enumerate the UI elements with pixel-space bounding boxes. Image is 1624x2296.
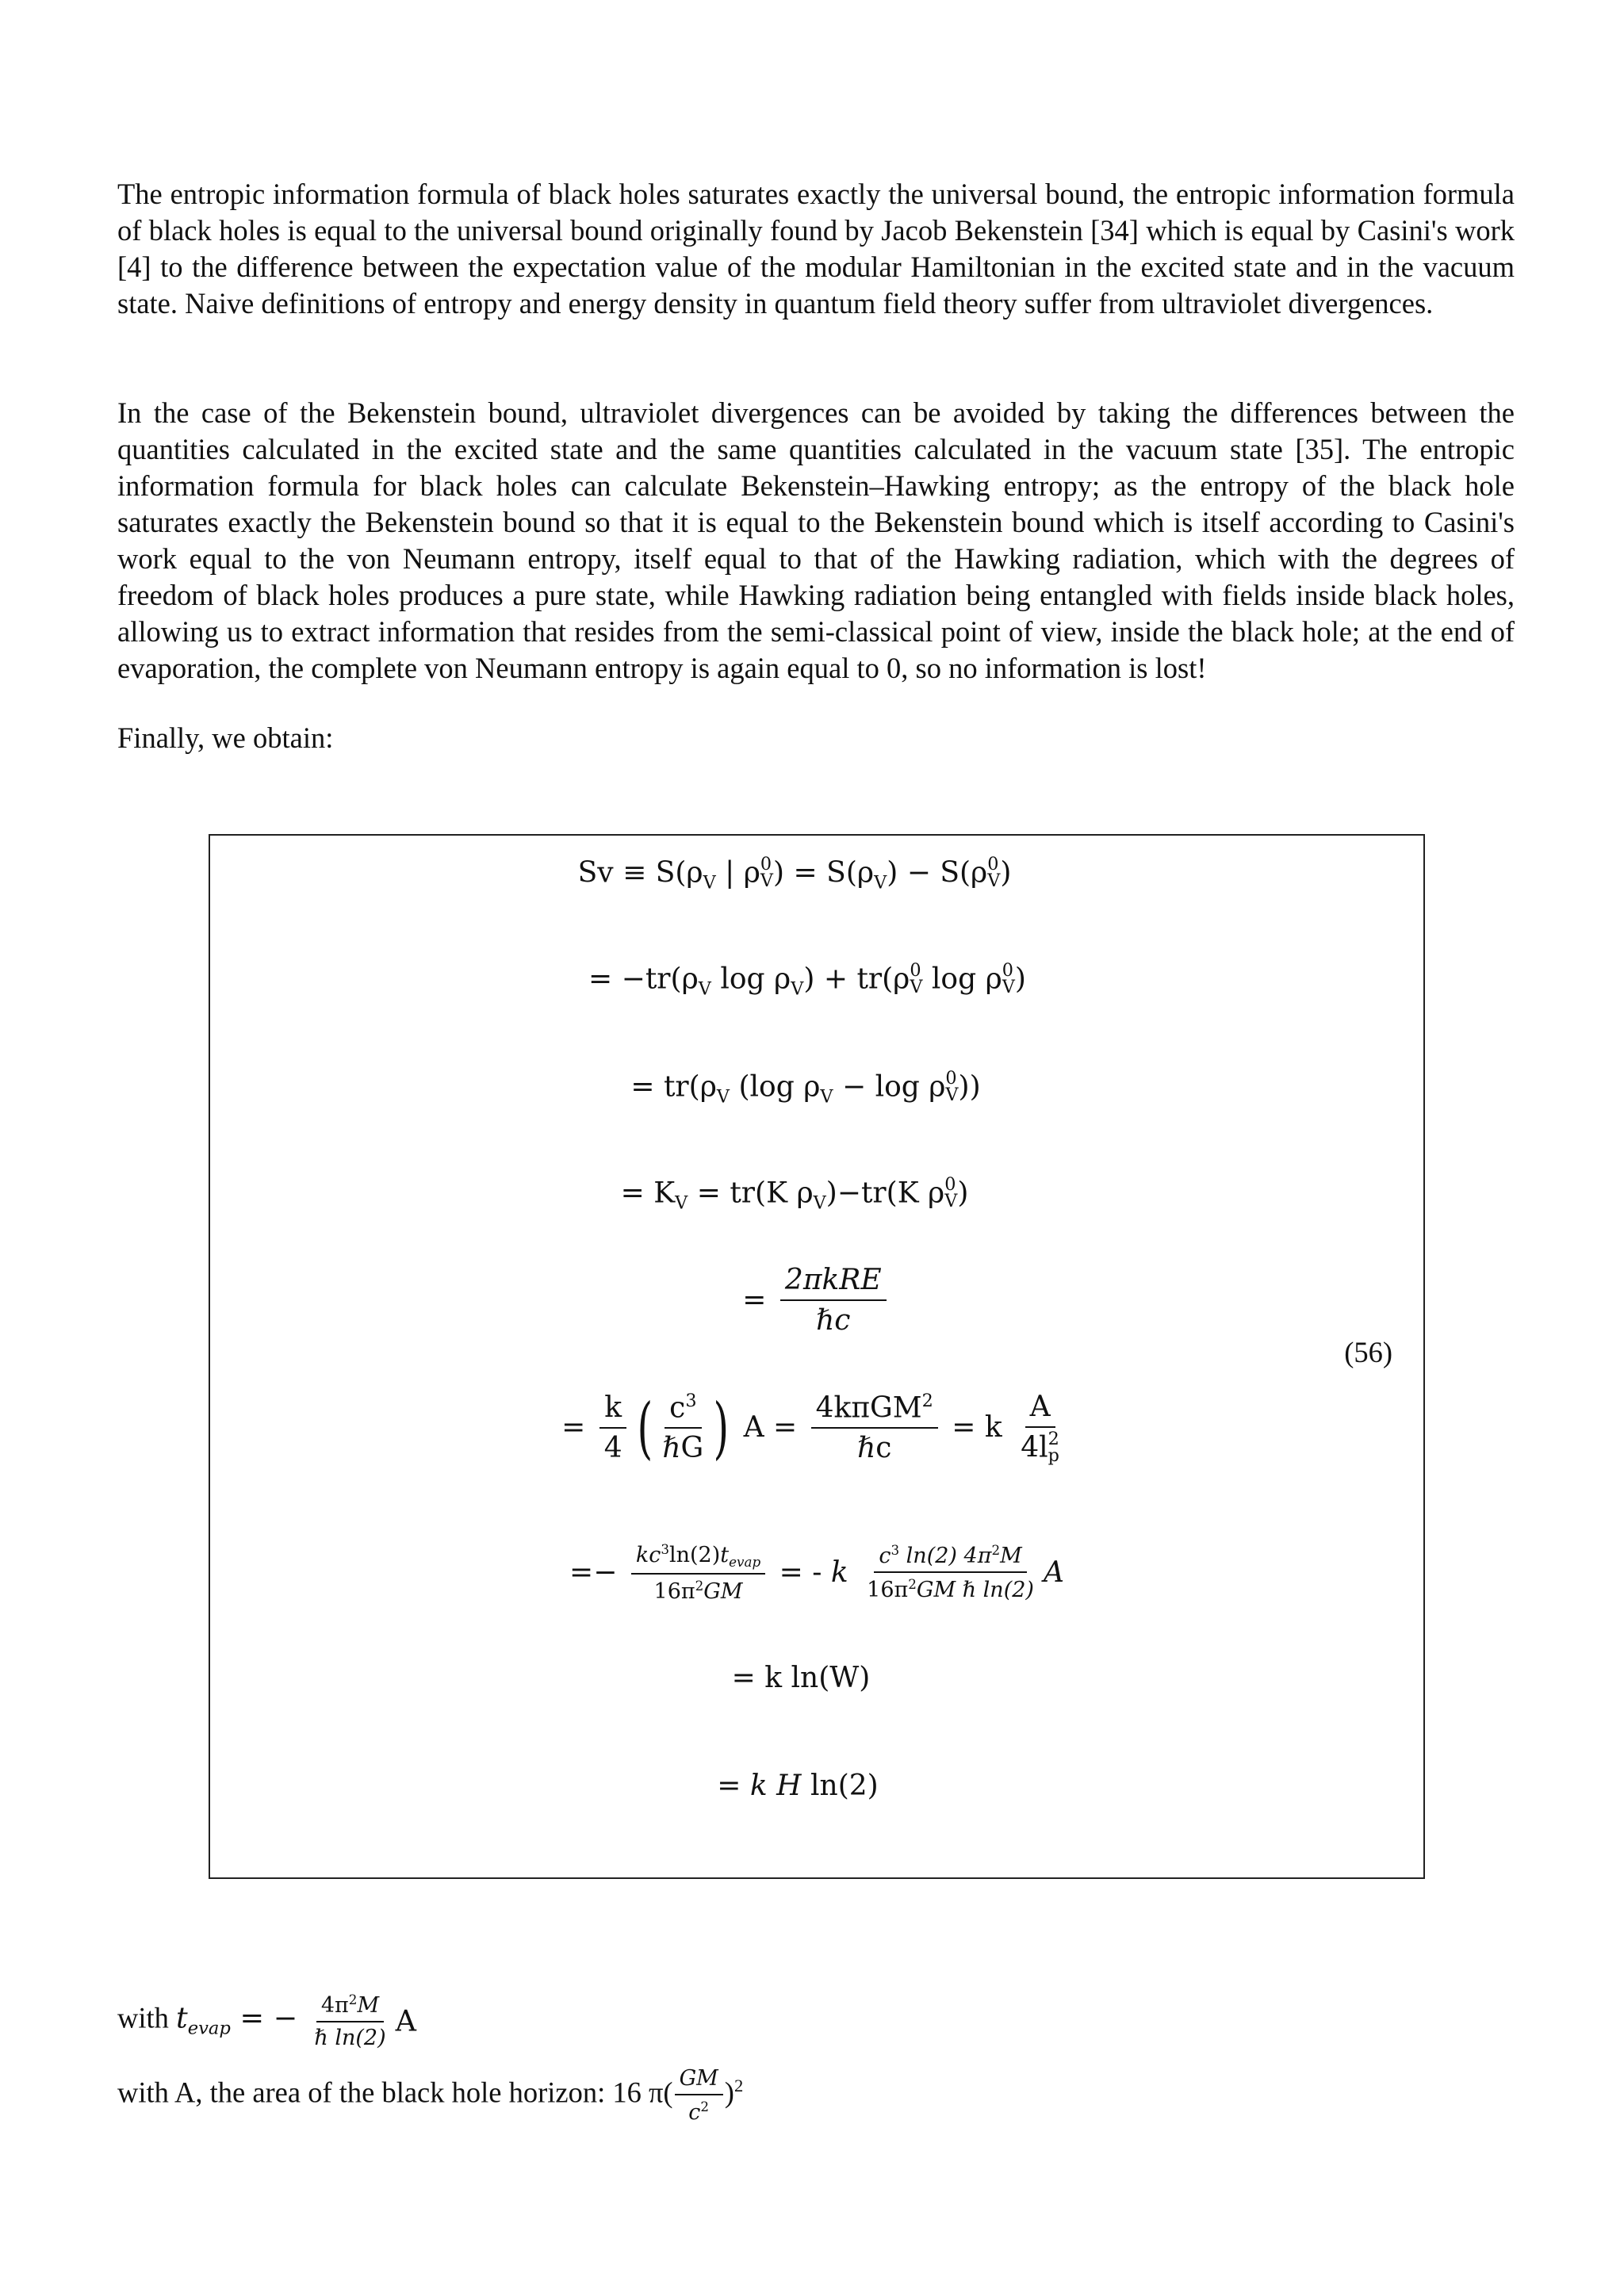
equation-line-5: = $\frac{\text{2πkRE}}{\text{ℏc}}$ [210,1264,1423,1337]
equation-line-1: $Sv \equiv S(\rho_V$ | ρ 0 V ) = $S(\rho_V) - S(\rho$ 0 V ) [577,854,1012,894]
equation-line-9: = k H ln(2) [717,1770,879,1802]
paragraph-2: In the case of the Bekenstein bound, ultraviolet divergences can be avoided by taking the differences between the quantities calculated in the excited state and the same quantities calculated in the vacuum state [35]. The entropic information formula for black holes can calculate Bekenstein–Hawking entropy; as the entropy of the black hole saturates exactly the Bekenstein bound so that it is equal to the Bekenstein bound which is itself according to Casini's work equal to the von Neumann entropy, itself equal to that of the Hawking radiation, which with the degrees of freedom of black holes produces a pure state, while Hawking radiation being entangled with fields inside black holes, allowing us to extract information that resides from the semi-classical point of view, inside the black hole; at the end of evaporation, the complete von Neumann entropy is again equal to 0, so no information is lost! [117,396,1515,684]
equation-line-4: = $K_V = tr(K$ $\rho_V)-tr(K$ ρ 0 V ) [620,1174,969,1214]
equation-line-3: = $tr(\rho_V$ (log $\rho_V - \log \rho$ 0 V )) [630,1068,981,1108]
equation-line-8: = k ln(W) [731,1662,871,1694]
horizon-area-definition: with A, the area of the black hole horizon: 16 π( $\frac{GM}{c^2}$ )$^2$ [117,2066,744,2126]
equation-box [209,834,1425,1879]
evap-time-definition: with $t_{evap}$ = − $\frac{4\pi^2M}{\text{ℏ ln(2)}}$ A [117,1992,416,2051]
equation-number: (56) [1344,1336,1392,1368]
equation-line-2: = $-tr(\rho_V$ $\log \rho_V) + tr(\rho$ 0 V log ρ 0 V ) [588,960,1026,1000]
equation-line-7: =− $\frac{kc^3\ln(2)t_{evap}}{16\pi^2GM}$ = - k $\frac{c^3 \ln(2) 4\pi^2M}{16\pi^2GM \hbar \ln(2)}$ A [569,1541,1064,1604]
paragraph-1: The entropic information formula of black holes saturates exactly the universal bound, the entropic information formula of black holes is equal to the universal bound originally found by Jacob Bekenstein [34] which is equal by Casini's work [4] to the difference between the expectation value of the modular Hamiltonian in the excited state and in the vacuum state. Naive definitions of entropy and energy density in quantum field theory suffer from ultraviolet divergences. [117,178,1515,320]
equation-line-6: = $\frac{k}{4}$ ( $\frac{c^3}{\text{ℏG}}$ ) A = $\frac{4k\pi GM^2}{\text{ℏc}}$ = k A 4l 2 p [561,1388,1059,1467]
paragraph-3: Finally, we obtain: [117,721,334,754]
